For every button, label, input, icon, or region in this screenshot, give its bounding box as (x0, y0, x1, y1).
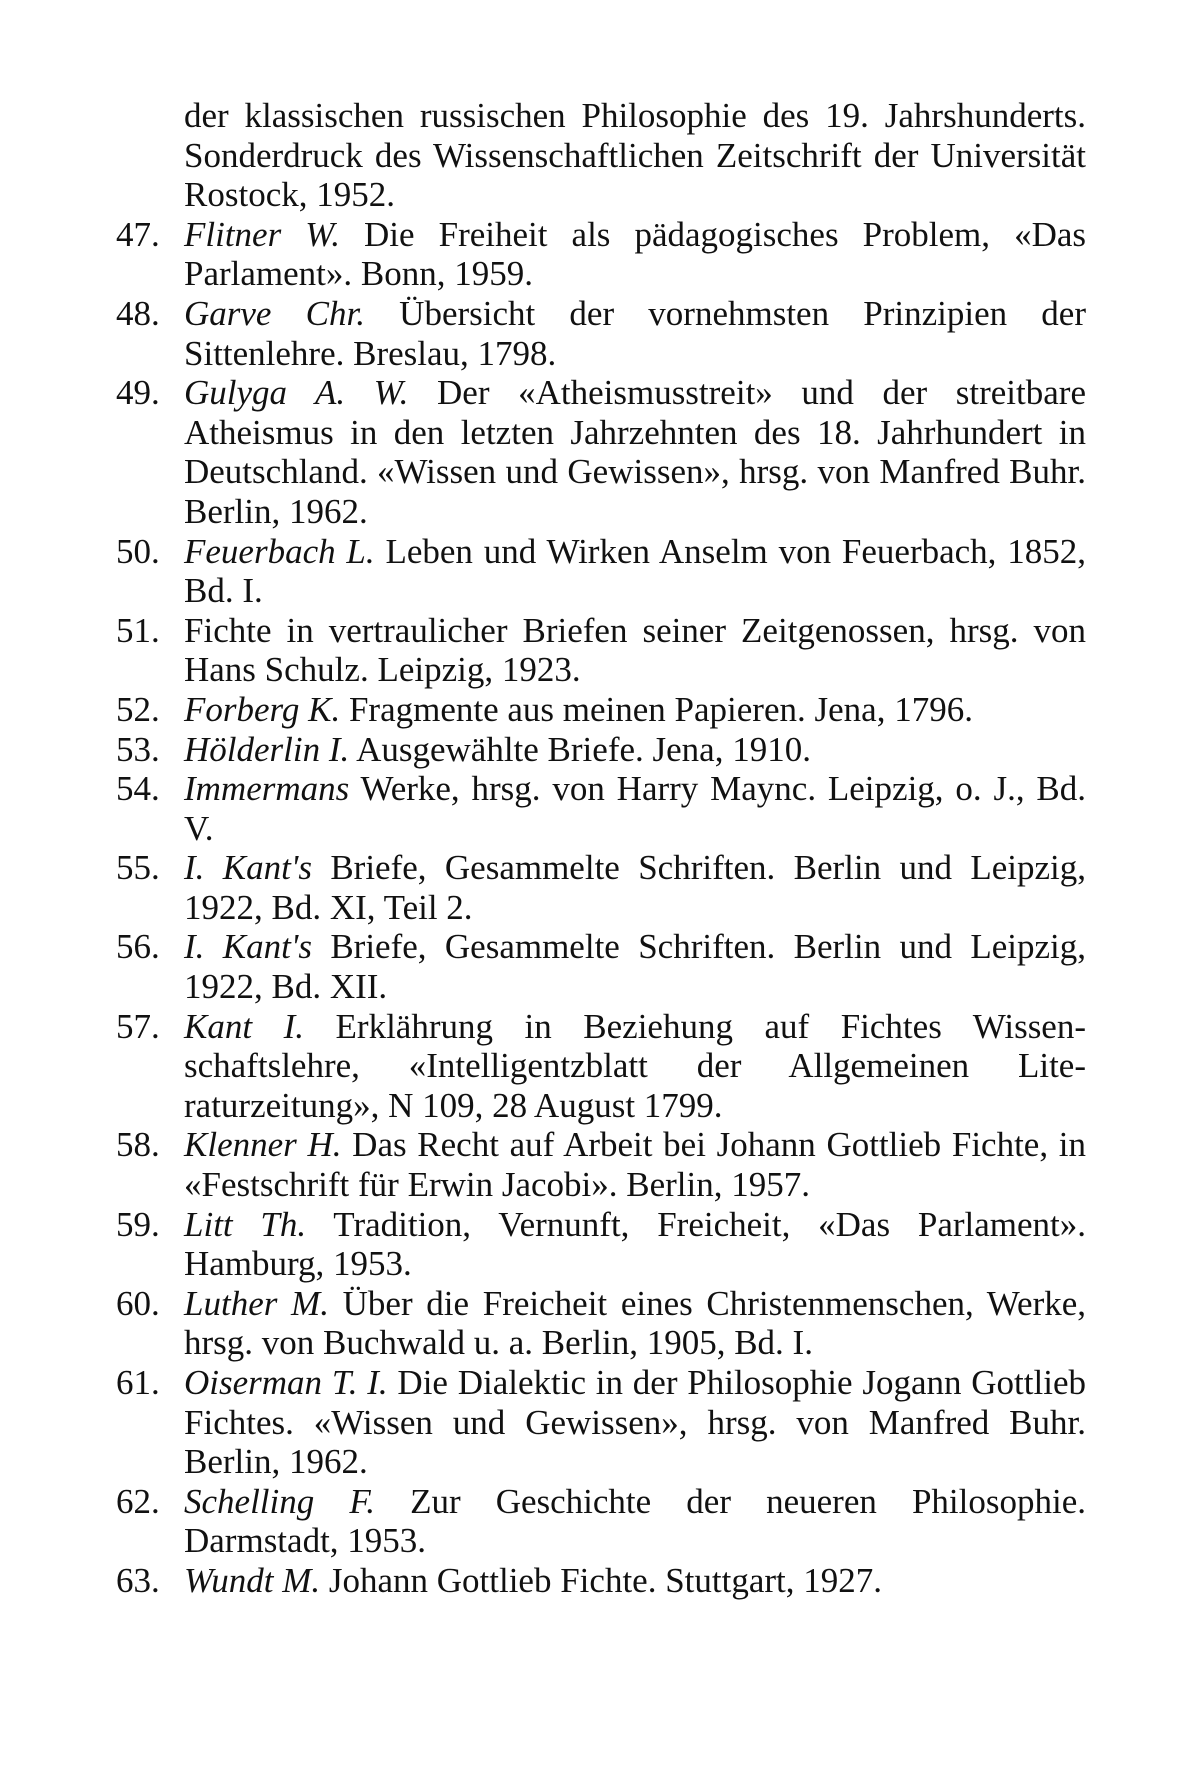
bibliography-entry (0, 96, 1086, 215)
bibliography-entry (0, 848, 1086, 927)
entry-number: 59. (116, 1204, 160, 1244)
entry-number: 55. (116, 848, 160, 888)
entry-author: Feuerbach L. (184, 531, 375, 571)
entry-author: Schelling F. (184, 1481, 375, 1521)
bibliography-entry (0, 927, 1086, 1006)
entry-author: I. Kant's (184, 927, 312, 967)
entry-number: 51. (116, 610, 160, 650)
entry-text: Fichte in vertraulicher Briefen seiner Zeitgenossen, hrsg. von Hans Schulz. Leipzig, 1923. (184, 610, 1086, 690)
entry-text: Die Freiheit als pädagogisches Problem, «Das Parlament». Bonn, 1959. (184, 214, 1086, 294)
entry-text: Tradition, Vernunft, Freicheit, «Das Parlament». Hamburg, 1953. (184, 1204, 1086, 1284)
entry-text: Die Dialektic in der Philosophie Jogann Gottlieb Fichtes. «Wissen und Gewissen», hrsg. von Manfred Buhr. Berlin, 1962. (184, 1363, 1086, 1482)
bibliography-entry (0, 1363, 1086, 1482)
bibliography-entry (0, 294, 1086, 373)
entry-author: Flitner W. (184, 214, 340, 254)
entry-text: Briefe, Gesammelte Schriften. Berlin und Leipzig, 1922, Bd. XI, Teil 2. (184, 848, 1086, 927)
entry-text: Übersicht der vornehmsten Prinzipien der Sittenlehre. Breslau, 1798. (184, 293, 1086, 373)
bibliography-entry (0, 1205, 1086, 1284)
entry-text: Erklährung in Beziehung auf Fichtes Wissenschaftslehre, «Intelligentzblatt der Allgemeinen Literaturzeitung», N 109, 28 August 1799. (184, 1006, 1086, 1125)
entry-text: Das Recht auf Arbeit bei Johann Gottlieb Fichte, in «Festschrift für Erwin Jacobi». Berlin, 1957. (184, 1125, 1086, 1205)
entry-text: Der «Atheismusstreit» und der streitbare Atheismus in den letzten Jahrzehnten des 18. Jahrhundert in Deutschland. «Wissen und Gewissen», hrsg. von Manfred Buhr. Berlin, 1962. (184, 373, 1086, 531)
entry-text: Ausgewählte Briefe. Jena, 1910. (349, 729, 811, 769)
entry-number: 63. (116, 1560, 160, 1600)
bibliography-entry (0, 769, 1086, 848)
bibliography-entry (0, 690, 1086, 730)
entry-author: Immermans (184, 769, 350, 809)
entry-number: 62. (116, 1481, 160, 1521)
bibliography-entry (0, 1482, 1086, 1561)
entry-number: 60. (116, 1283, 160, 1323)
entry-number: 48. (116, 293, 160, 333)
entry-number: 54. (116, 769, 160, 809)
bibliography-entry (0, 1125, 1086, 1204)
entry-number: 58. (116, 1125, 160, 1165)
bibliography-page (0, 96, 1200, 1601)
entry-number: 57. (116, 1006, 160, 1046)
entry-author: Klenner H. (184, 1125, 342, 1165)
bibliography-entry (0, 1284, 1086, 1363)
entry-author: Garve Chr. (184, 293, 365, 333)
bibliography-entry (0, 373, 1086, 531)
entry-number: 50. (116, 531, 160, 571)
entry-text: Fragmente aus meinen Papieren. Jena, 1796. (340, 689, 973, 729)
entry-author: Luther M. (184, 1283, 329, 1323)
entry-text: Leben und Wirken Anselm von Feuerbach, 1852, Bd. I. (184, 531, 1086, 611)
entry-text: Werke, hrsg. von Harry Maync. Leipzig, o. J., Bd. V. (184, 769, 1086, 848)
entry-author: Forberg K. (184, 689, 341, 729)
bibliography-entry (0, 611, 1086, 690)
entry-author: Oiserman T. I. (184, 1363, 388, 1402)
entry-text: Briefe, Gesammelte Schriften. Berlin und Leipzig, 1922, Bd. XII. (184, 927, 1086, 1007)
entry-number: 52. (116, 689, 160, 729)
entry-number: 49. (116, 373, 160, 413)
entry-author: Kant I. (184, 1006, 305, 1046)
bibliography-entry (0, 1007, 1086, 1126)
entry-number: 61. (116, 1363, 160, 1402)
bibliography-entry (0, 215, 1086, 294)
entry-author: Gulyga A. W. (184, 373, 409, 413)
entry-text: Zur Geschichte der neueren Philosophie. Darmstadt, 1953. (184, 1481, 1086, 1561)
bibliography-entry (0, 532, 1086, 611)
entry-author: Hölderlin I. (184, 729, 350, 769)
entry-author: Litt Th. (184, 1204, 307, 1244)
entry-number: 47. (116, 214, 160, 254)
bibliography-entry (0, 730, 1086, 770)
entry-number: 56. (116, 927, 160, 967)
entry-number: 53. (116, 729, 160, 769)
entry-text: der klassischen russischen Philosophie des 19. Jahrshunderts. Sonderdruck des Wissenschaftlichen Zeitschrift der Universität Rostock, 1952. (184, 96, 1086, 215)
bibliography-list (0, 96, 1200, 1601)
entry-author: Wundt M. (184, 1560, 321, 1600)
entry-author: I. Kant's (184, 848, 312, 888)
entry-text: Über die Freicheit eines Christenmenschen, Werke, hrsg. von Buchwald u. a. Berlin, 1905, Bd. I. (184, 1283, 1087, 1363)
entry-text: Johann Gottlieb Fichte. Stuttgart, 1927. (320, 1560, 883, 1600)
bibliography-entry (0, 1561, 1086, 1601)
